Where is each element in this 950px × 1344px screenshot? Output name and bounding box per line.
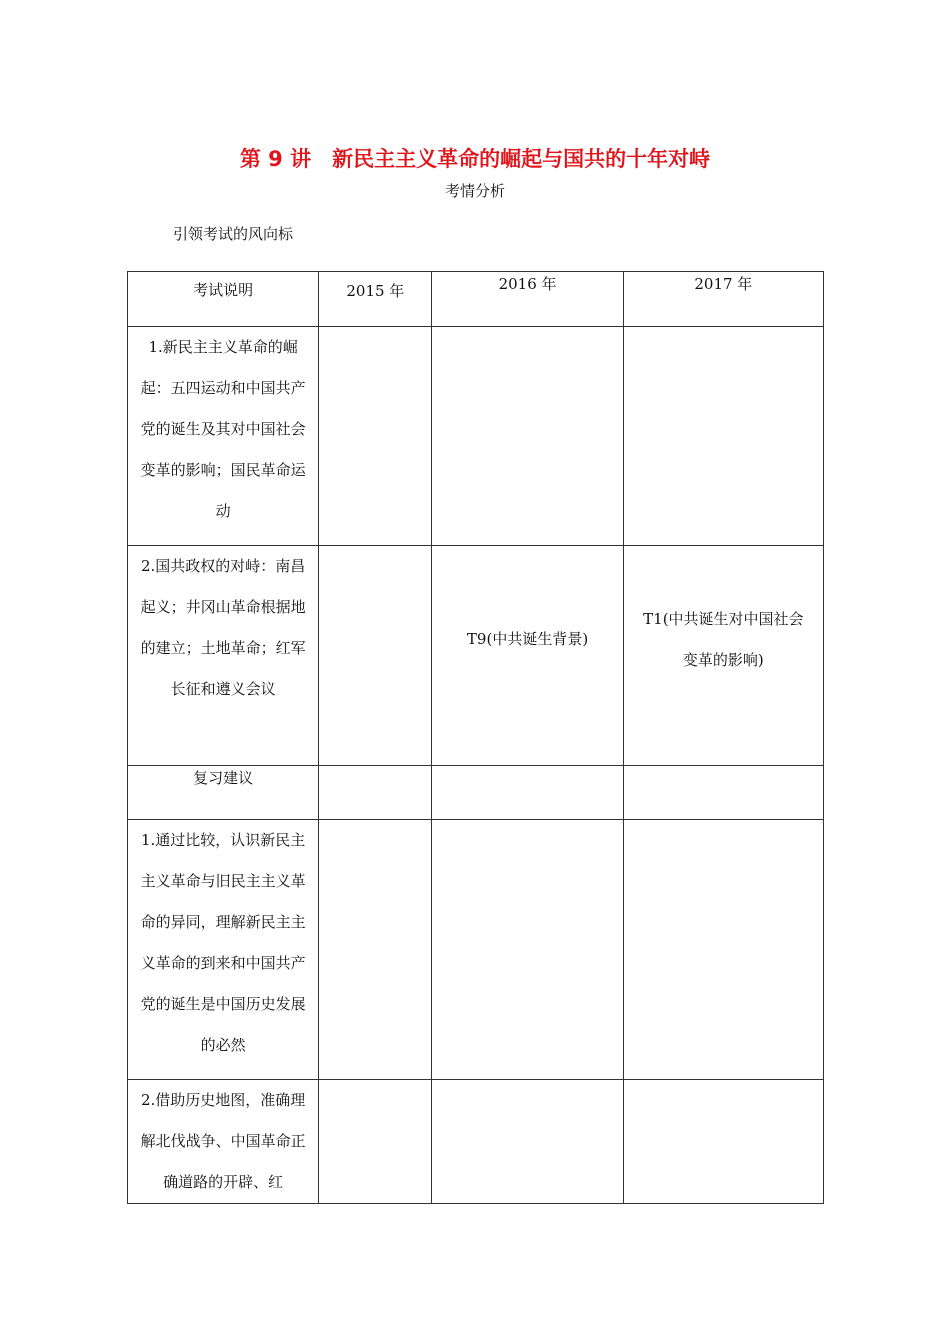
table-header-row bbox=[128, 272, 824, 327]
row-1-2015 bbox=[319, 327, 432, 546]
row-4-2017 bbox=[623, 820, 823, 1080]
row-3-2016 bbox=[432, 766, 623, 820]
row-2-2015 bbox=[319, 546, 432, 766]
header-2017: 2017 年 bbox=[623, 272, 823, 327]
header-2016: 2016 年 bbox=[432, 272, 623, 327]
table-row bbox=[128, 327, 824, 546]
section-lead: 引领考试的风向标 bbox=[173, 225, 294, 243]
row-4-2015 bbox=[319, 820, 432, 1080]
row-2-description: 2.国共政权的对峙：南昌起义；井冈山革命根据地的建立；土地革命；红军长征和遵义会议 bbox=[128, 546, 319, 766]
row-5-description: 2.借助历史地图，准确理解北伐战争、中国革命正确道路的开辟、红 bbox=[128, 1080, 319, 1204]
row-3-2017 bbox=[623, 766, 823, 820]
table-row bbox=[128, 1080, 824, 1204]
table-row bbox=[128, 546, 824, 766]
row-3-2015 bbox=[319, 766, 432, 820]
table-row bbox=[128, 820, 824, 1080]
row-1-description: 1.新民主主义革命的崛起：五四运动和中国共产党的诞生及其对中国社会变革的影响；国民革命运动 bbox=[128, 327, 319, 546]
header-2015: 2015 年 bbox=[319, 272, 432, 327]
row-2-2017: T1(中共诞生对中国社会变革的影响) bbox=[623, 546, 823, 766]
row-4-2016 bbox=[432, 820, 623, 1080]
row-1-2016 bbox=[432, 327, 623, 546]
row-4-description: 1.通过比较，认识新民主主义革命与旧民主主义革命的异同，理解新民主主义革命的到来和中国共产党的诞生是中国历史发展的必然 bbox=[128, 820, 319, 1080]
page-title: 第 9 讲 新民主主义革命的崛起与国共的十年对峙 bbox=[239, 147, 711, 171]
review-suggestions-label: 复习建议 bbox=[128, 766, 319, 820]
row-5-2015 bbox=[319, 1080, 432, 1204]
table-row bbox=[128, 766, 824, 820]
exam-analysis-table bbox=[127, 271, 824, 1204]
row-1-2017 bbox=[623, 327, 823, 546]
row-5-2017 bbox=[623, 1080, 823, 1204]
row-2-2016: T9(中共诞生背景) bbox=[432, 546, 623, 766]
row-5-2016 bbox=[432, 1080, 623, 1204]
section-subtitle: 考情分析 bbox=[444, 182, 505, 200]
header-exam-description: 考试说明 bbox=[128, 272, 319, 327]
